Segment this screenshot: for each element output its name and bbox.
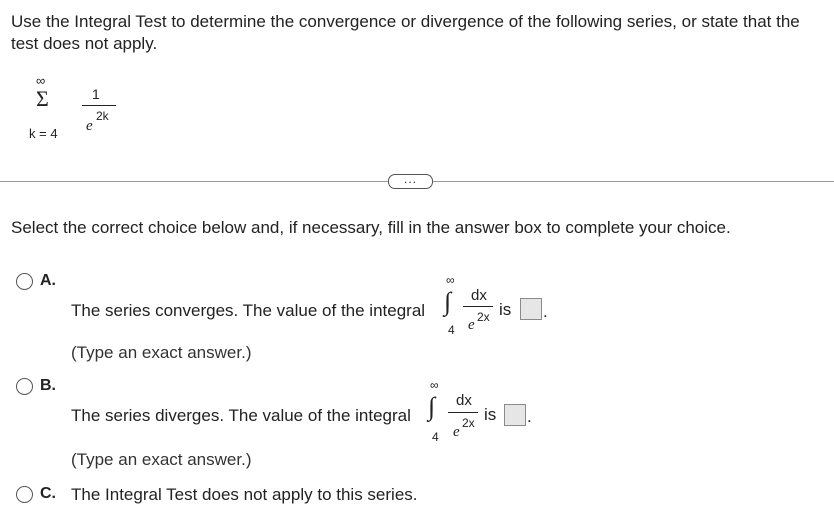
choice-a-period: .: [543, 302, 548, 321]
series-denominator-exponent: 2k: [96, 109, 109, 123]
fraction-bar: [82, 105, 116, 106]
choice-a-integrand-den-exp: 2x: [477, 310, 490, 324]
choice-b-radio[interactable]: [16, 378, 33, 395]
choice-b-integrand-numerator: dx: [456, 392, 472, 409]
integral-icon: ∫: [444, 287, 452, 316]
choice-a-is: is: [499, 300, 512, 319]
choice-a-radio[interactable]: [16, 273, 33, 290]
choice-b-integral-lower: 4: [432, 430, 439, 444]
choice-b-answer-box[interactable]: [504, 404, 526, 426]
series-numerator: 1: [92, 86, 100, 102]
choice-a-hint: (Type an exact answer.): [71, 343, 252, 362]
choice-a-integral-upper: ∞: [446, 273, 455, 287]
choice-a-integrand-numerator: dx: [471, 287, 487, 304]
integral-icon: ∫: [428, 392, 436, 421]
choice-a-integral-lower: 4: [448, 323, 455, 337]
choice-a-letter: A.: [40, 272, 56, 289]
fraction-bar: [463, 306, 493, 307]
series-lower-limit: k = 4: [29, 126, 58, 141]
series-denominator-base: e: [86, 118, 93, 134]
choice-b-integral-upper: ∞: [430, 378, 439, 392]
choice-a-answer-box[interactable]: [520, 298, 542, 320]
choice-c-text: The Integral Test does not apply to this series.: [71, 485, 418, 504]
choice-b-integrand-den-exp: 2x: [462, 416, 475, 430]
choice-c-radio[interactable]: [16, 486, 33, 503]
instruction-text: Select the correct choice below and, if necessary, fill in the answer box to complete your choice.: [11, 218, 731, 237]
choice-a-text: The series converges. The value of the integral: [71, 301, 426, 320]
more-button[interactable]: ...: [388, 174, 433, 189]
choice-b-text: The series diverges. The value of the integral: [71, 406, 411, 425]
choice-b-period: .: [527, 407, 532, 426]
choice-b-is: is: [484, 405, 497, 424]
fraction-bar: [448, 412, 478, 413]
choice-b-hint: (Type an exact answer.): [71, 450, 252, 469]
choice-a-integrand-den-base: e: [468, 317, 475, 333]
series-upper-limit: ∞: [36, 73, 46, 88]
sigma-symbol: Σ: [36, 86, 49, 111]
question-text: Use the Integral Test to determine the convergence or divergence of the following series, or state that the test does not apply.: [11, 12, 800, 53]
choice-b-letter: B.: [40, 377, 56, 394]
choice-c-letter: C.: [40, 485, 56, 502]
choice-b-integrand-den-base: e: [453, 424, 460, 440]
